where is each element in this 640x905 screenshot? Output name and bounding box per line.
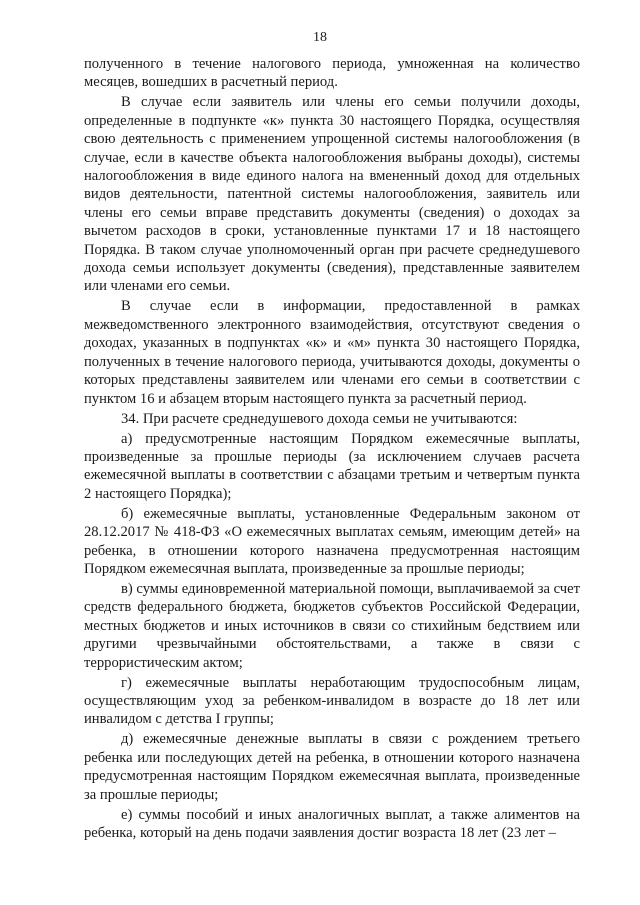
- list-item-a: а) предусмотренные настоящим Порядком ежемесячные выплаты, произведенные за прошлые периоды (за исключением случаев расчета ежемесячной выплаты в соответствии с абзацами третьим и четвертым пункта 2 настоящего Порядка);: [84, 430, 580, 502]
- paragraph: В случае если в информации, предоставленной в рамках межведомственного электронного взаимодействия, отсутствуют сведения о доходах, указанных в подпунктах «к» и «м» пункта 30 настоящего Порядка, полученных в течение налогового периода, учитываются доходы, документы о которых представлены заявителем или членами его семьи в соответствии с пунктом 16 и абзацем вторым настоящего пункта за расчетный период.: [84, 298, 580, 407]
- paragraph-continuation: полученного в течение налогового периода, умноженная на количество месяцев, вошедших в расчетный период.: [84, 56, 580, 91]
- paragraph: В случае если заявитель или члены его семьи получили доходы, определенные в подпункте «к» пункта 30 настоящего Порядка, осуществляя свою деятельность с применением упрощенной системы налогообложения (в случае, если в качестве объекта налогообложения выбраны доходы), системы налогообложения в виде единого налога на вмененный доход для отдельных видов деятельности, патентной системы налогообложения, заявитель или члены его семьи вправе представить документы (сведения) о доходах за вычетом расходов в сроки, установленные пунктами 17 и 18 настоящего Порядка. В таком случае уполномоченный орган при расчете среднедушевого дохода семьи использует документы (сведения), представленные заявителем или членами его семьи.: [84, 94, 580, 295]
- document-body: [84, 55, 580, 844]
- list-item-e: е) суммы пособий и иных аналогичных выплат, а также алиментов на ребенка, который на день подачи заявления достиг возраста 18 лет (23 лет –: [84, 806, 580, 841]
- list-item-b: б) ежемесячные выплаты, установленные Федеральным законом от 28.12.2017 № 418-ФЗ «О ежемесячных выплатах семьям, имеющим детей» на ребенка, в отношении которого назначена предусмотренная настоящим Порядком ежемесячная выплата, произведенные за прошлые периоды;: [84, 505, 580, 577]
- list-item-d: д) ежемесячные денежные выплаты в связи с рождением третьего ребенка или последующих детей на ребенка, в отношении которого назначена предусмотренная настоящим Порядком ежемесячная выплата, произведенные за прошлые периоды;: [84, 731, 580, 803]
- page-number: 18: [313, 30, 327, 45]
- clause-34-heading: 34. При расчете среднедушевого дохода семьи не учитываются:: [121, 410, 518, 427]
- list-item-v: в) суммы единовременной материальной помощи, выплачиваемой за счет средств федерального бюджета, бюджетов субъектов Российской Федерации, местных бюджетов и иных источников в связи со стихийным бедствием или другими чрезвычайными обстоятельствами, а также в связи с террористическим актом;: [84, 580, 580, 671]
- list-item-g: г) ежемесячные выплаты неработающим трудоспособным лицам, осуществляющим уход за ребенком-инвалидом в возрасте до 18 лет или инвалидом с детства I группы;: [84, 674, 580, 728]
